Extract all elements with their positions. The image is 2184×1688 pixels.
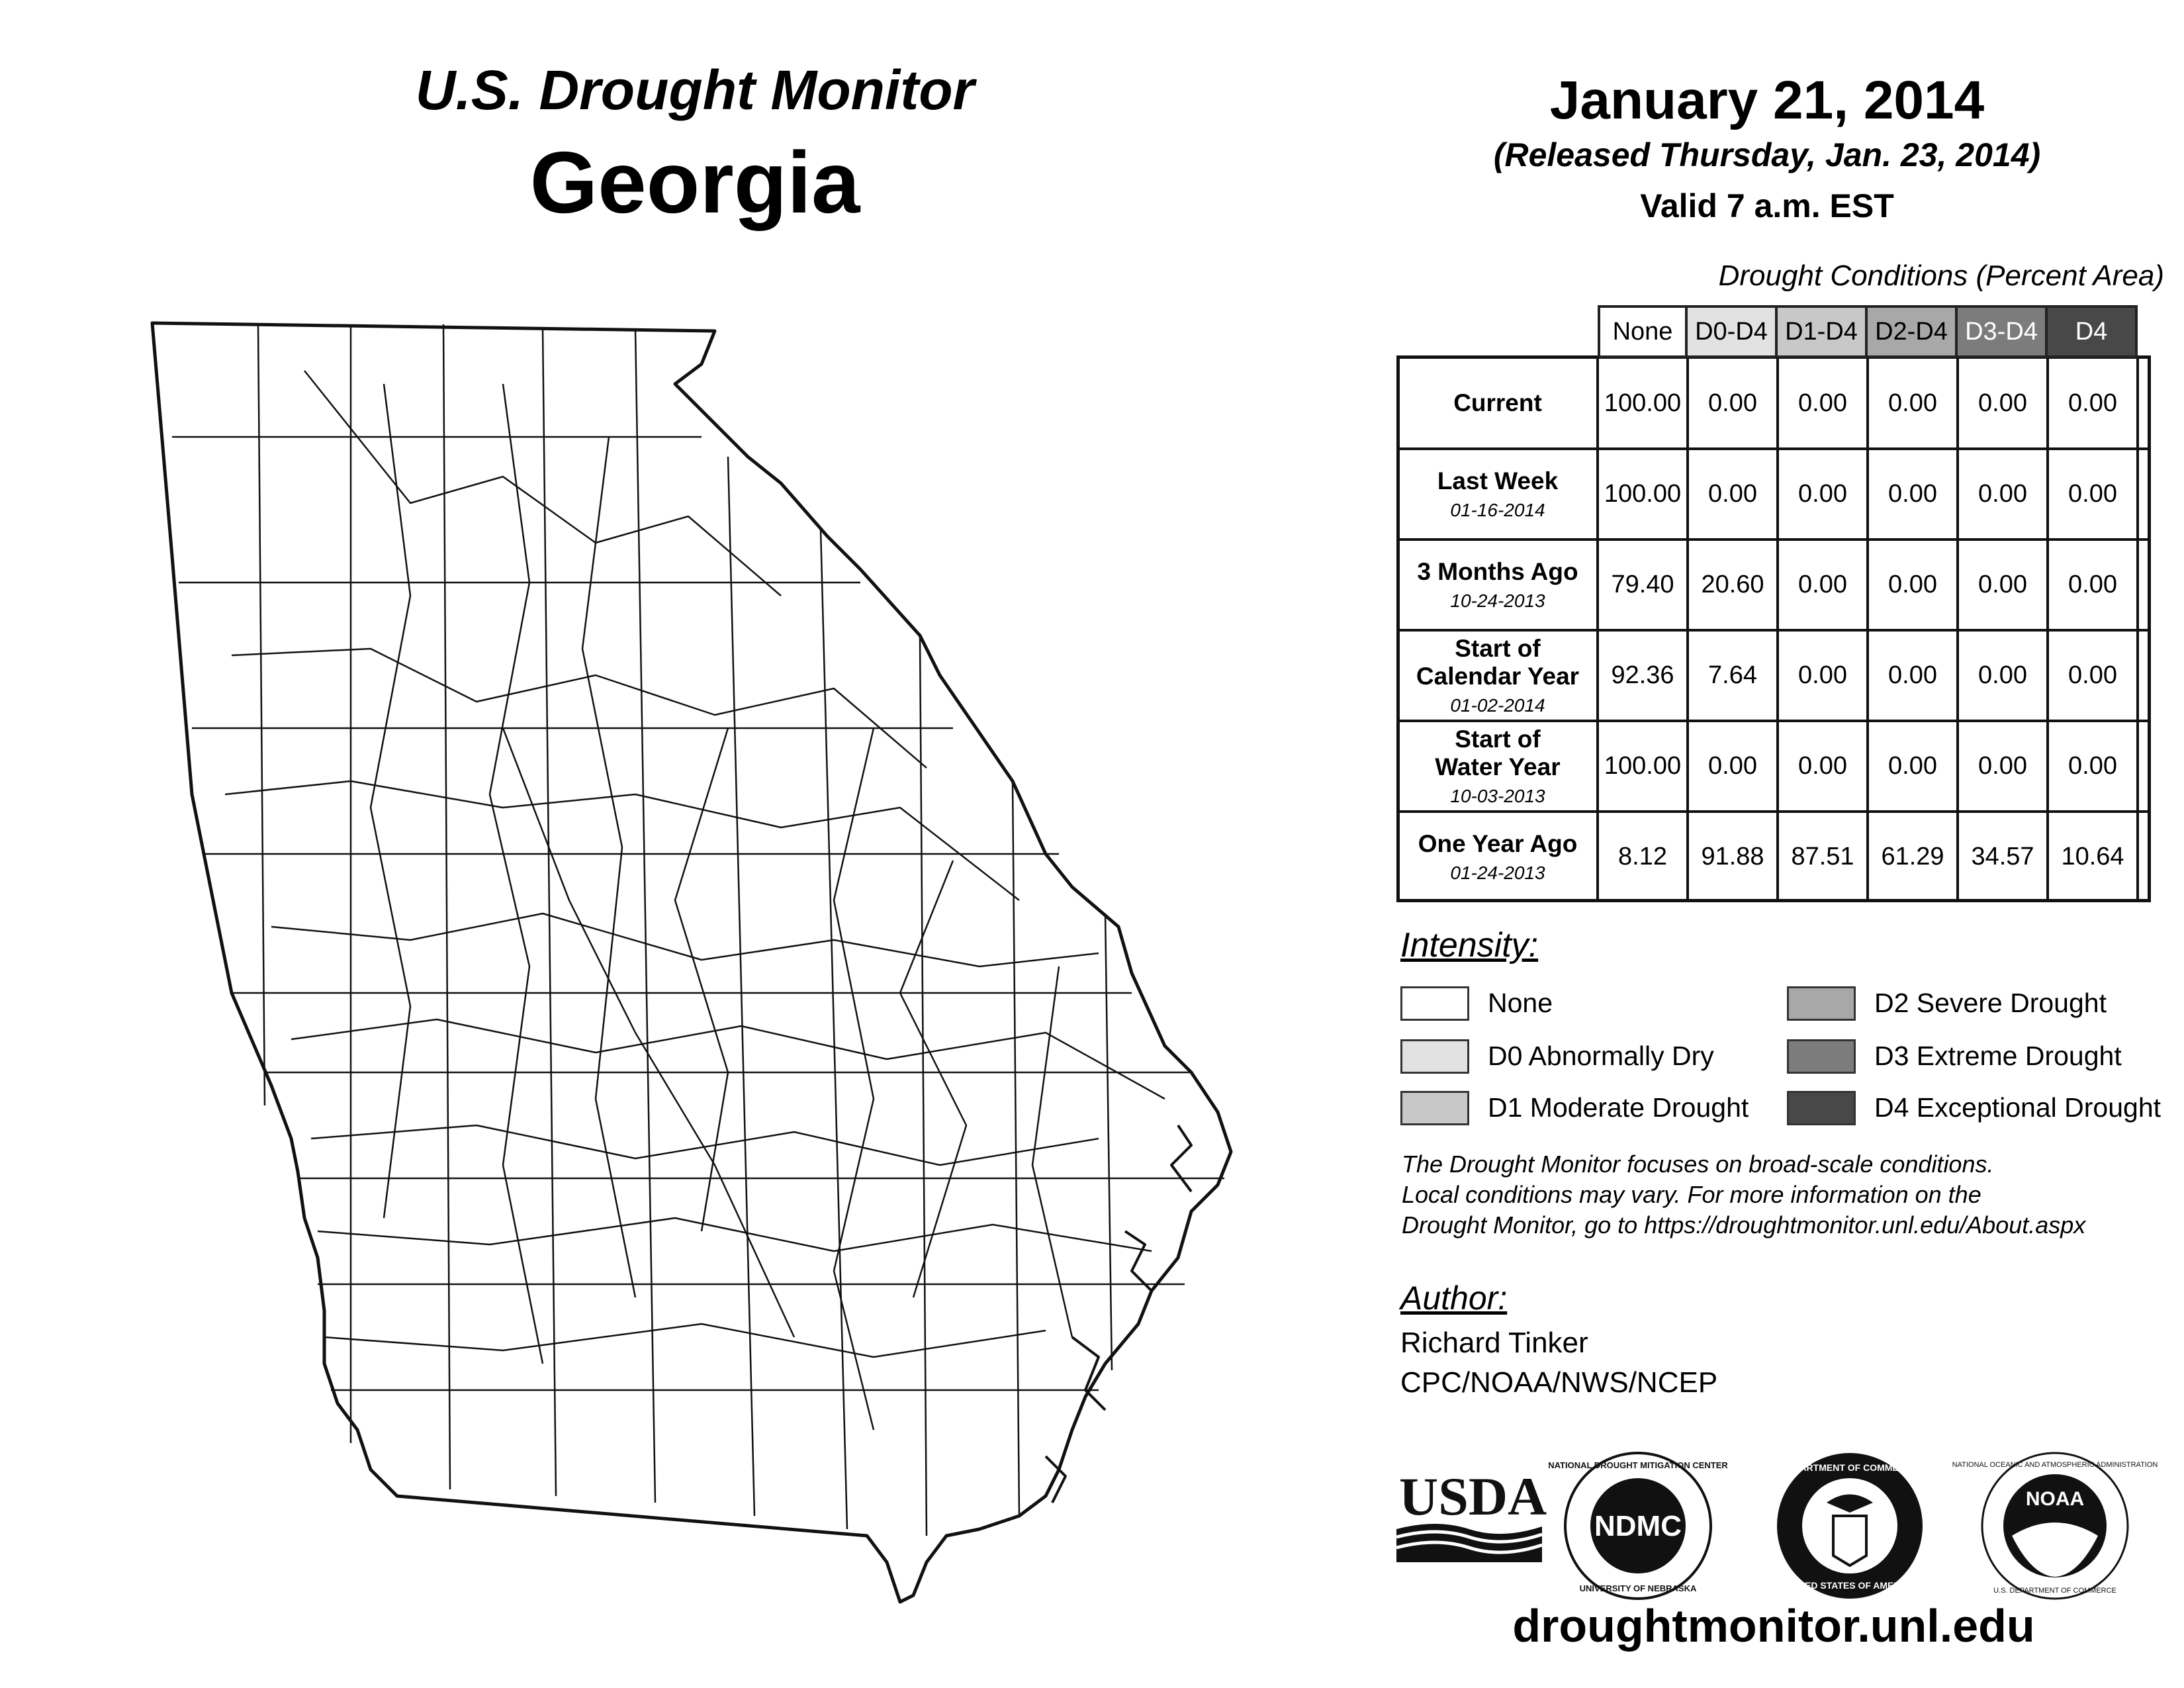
legend-swatch: [1787, 1039, 1856, 1074]
table-cell: 34.57: [1971, 843, 2034, 870]
table-cell: 0.00: [1708, 480, 1757, 508]
row-label-text: 3 Months Ago: [1417, 558, 1578, 586]
row-label: [1399, 449, 1596, 539]
table-cell: 0.00: [2068, 389, 2117, 417]
table-cell: 0.00: [1978, 571, 2027, 598]
row-label: [1399, 630, 1596, 721]
valid-time: Valid 7 a.m. EST: [1640, 187, 1894, 224]
author-heading: Author:: [1400, 1280, 1508, 1317]
table-cell: 87.51: [1791, 843, 1854, 870]
table-cell: 100.00: [1604, 752, 1682, 780]
usda-logo-text: USDA: [1399, 1466, 1547, 1526]
commerce-bottom-text: UNITED STATES OF AMERICA: [1783, 1580, 1917, 1591]
column-header-4: D3-D4: [1955, 305, 2048, 358]
row-label-text: Start of Water Year: [1435, 725, 1561, 781]
table-cell: 20.60: [1701, 571, 1764, 598]
commerce-seal: [1774, 1450, 1926, 1602]
table-cell: 8.12: [1618, 843, 1667, 870]
table-cell: 0.00: [2068, 661, 2117, 689]
column-divider: [2136, 358, 2139, 902]
table-cell: 0.00: [1798, 571, 1847, 598]
table-cell: 79.40: [1611, 571, 1674, 598]
column-header-2: D1-D4: [1775, 305, 1868, 358]
legend-label: None: [1488, 988, 1553, 1018]
author-organization: CPC/NOAA/NWS/NCEP: [1400, 1366, 1718, 1399]
table-cell: 7.64: [1708, 661, 1757, 689]
row-label: [1399, 721, 1596, 812]
map-title: U.S. Drought Monitor: [415, 59, 975, 121]
column-header-5: D4: [2045, 305, 2138, 358]
table-cell: 61.29: [1881, 843, 1944, 870]
legend-label: D2 Severe Drought: [1874, 988, 2107, 1018]
disclaimer-line-1: The Drought Monitor focuses on broad-scale conditions.: [1402, 1150, 1994, 1178]
table-cell: 0.00: [1888, 752, 1937, 780]
state-title: Georgia: [529, 134, 860, 231]
table-cell: 0.00: [1888, 571, 1937, 598]
column-header-3: D2-D4: [1865, 305, 1958, 358]
row-label-text: One Year Ago: [1418, 830, 1578, 858]
column-divider: [1866, 358, 1869, 902]
table-cell: 0.00: [1978, 752, 2027, 780]
column-header-1: D0-D4: [1685, 305, 1778, 358]
column-divider: [1956, 358, 1959, 902]
ndmc-logo: [1548, 1450, 1728, 1602]
legend-label: D4 Exceptional Drought: [1874, 1092, 2161, 1123]
legend-label: D1 Moderate Drought: [1488, 1092, 1749, 1123]
table-cell: 91.88: [1701, 843, 1764, 870]
column-divider: [1686, 358, 1689, 902]
column-divider: [2046, 358, 2049, 902]
table-cell: 0.00: [1798, 389, 1847, 417]
table-cell: 0.00: [2068, 480, 2117, 508]
noaa-logo: [1952, 1450, 2158, 1602]
row-label: [1399, 539, 1596, 630]
row-date: 10-24-2013: [1450, 590, 1545, 611]
georgia-county-map: [132, 305, 1257, 1615]
table-cell: 0.00: [2068, 571, 2117, 598]
release-date: (Released Thursday, Jan. 23, 2014): [1493, 136, 2041, 173]
row-date: 01-16-2014: [1450, 499, 1545, 520]
legend-title: Intensity:: [1400, 926, 1539, 964]
legend-label: D3 Extreme Drought: [1874, 1041, 2122, 1071]
legend-swatch: [1787, 986, 1856, 1021]
state-outline: [152, 323, 1231, 1602]
row-label-text: Start of Calendar Year: [1416, 634, 1580, 690]
author-name: Richard Tinker: [1400, 1327, 1588, 1359]
row-date: 01-24-2013: [1450, 862, 1545, 883]
row-date: 10-03-2013: [1450, 785, 1545, 806]
table-cell: 0.00: [1888, 661, 1937, 689]
disclaimer-text: [1402, 1149, 2169, 1241]
commerce-top-text: DEPARTMENT OF COMMERCE: [1781, 1462, 1919, 1473]
map-date: January 21, 2014: [1549, 70, 1985, 130]
table-cell: 0.00: [1888, 389, 1937, 417]
row-date: 01-02-2014: [1450, 694, 1545, 716]
usda-logo: [1396, 1463, 1547, 1575]
disclaimer-line-2: Local conditions may vary. For more information on the: [1402, 1181, 1981, 1209]
table-caption: Drought Conditions (Percent Area): [1718, 259, 2164, 292]
table-cell: 0.00: [1978, 480, 2027, 508]
column-divider: [1596, 358, 1599, 902]
table-cell: 0.00: [1798, 661, 1847, 689]
table-cell: 0.00: [1708, 752, 1757, 780]
legend-swatch: [1400, 1039, 1469, 1074]
table-cell: 0.00: [1798, 752, 1847, 780]
table-cell: 0.00: [1888, 480, 1937, 508]
ndmc-top-text: NATIONAL DROUGHT MITIGATION CENTER: [1548, 1460, 1728, 1470]
table-cell: 0.00: [1798, 480, 1847, 508]
column-header-0: None: [1598, 305, 1688, 358]
table-cell: 100.00: [1604, 389, 1682, 417]
ndmc-logo-text: NDMC: [1594, 1510, 1682, 1542]
noaa-top-text: NATIONAL OCEANIC AND ATMOSPHERIC ADMINISTRATION: [1952, 1461, 2158, 1469]
table-cell: 0.00: [2068, 752, 2117, 780]
table-cell: 100.00: [1604, 480, 1682, 508]
ndmc-bottom-text: UNIVERSITY OF NEBRASKA: [1579, 1583, 1697, 1593]
website-url[interactable]: droughtmonitor.unl.edu: [1512, 1600, 2035, 1652]
legend-swatch: [1400, 1091, 1469, 1125]
legend-label: D0 Abnormally Dry: [1488, 1041, 1714, 1071]
table-cell: 92.36: [1611, 661, 1674, 689]
table-cell: 0.00: [1978, 661, 2027, 689]
legend-swatch: [1787, 1091, 1856, 1125]
row-label: [1399, 812, 1596, 902]
noaa-logo-text: NOAA: [2025, 1488, 2085, 1510]
row-label: [1399, 358, 1596, 449]
column-divider: [1776, 358, 1779, 902]
table-cell: 10.64: [2061, 843, 2124, 870]
row-label-text: Last Week: [1437, 467, 1559, 495]
disclaimer-line-3: Drought Monitor, go to https://droughtmonitor.unl.edu/About.aspx: [1402, 1211, 2086, 1239]
row-label-text: Current: [1453, 389, 1542, 417]
noaa-bottom-text: U.S. DEPARTMENT OF COMMERCE: [1993, 1587, 2116, 1595]
legend-swatch: [1400, 986, 1469, 1021]
table-cell: 0.00: [1978, 389, 2027, 417]
table-cell: 0.00: [1708, 389, 1757, 417]
